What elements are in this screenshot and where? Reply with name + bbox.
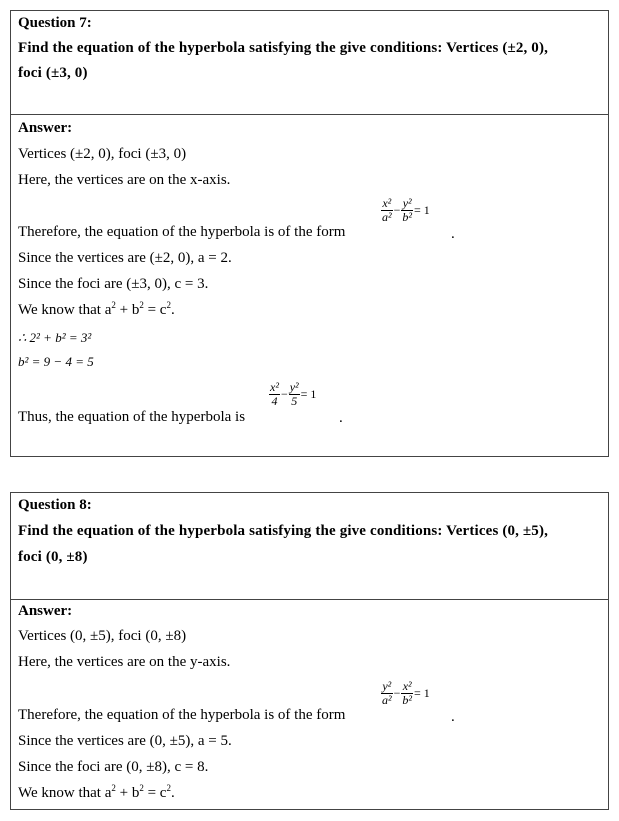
text-part: . [170,785,175,801]
answer-8-line2: Here, the vertices are on the y-axis. [18,654,231,670]
eq-numerator: y² [289,380,299,394]
text-part: . [170,302,175,318]
text-part: + b [115,785,140,801]
answer-7-line5: Since the foci are (±3, 0), c = 3. [18,276,209,292]
answer-7-line8: b² = 9 − 4 = 5 [18,354,94,369]
answer-7-period-1: . [451,226,455,242]
superscript: 2 [139,300,144,310]
eq-denominator: a² [382,210,392,224]
eq-numerator: x² [270,380,279,394]
eq-operator: − [280,387,288,401]
eq-operator: − [393,203,401,217]
answer-7-line2: Here, the vertices are on the x-axis. [18,172,231,188]
eq-rhs: = 1 [300,387,317,401]
eq-denominator: a² [382,693,392,707]
question-8-text-line1: Find the equation of the hyperbola satisfying the give conditions: Vertices (0, ±5), [18,523,549,539]
text-part: We know that a [18,785,112,801]
superscript: 2 [111,300,116,310]
eq-rhs: = 1 [414,203,430,217]
text-part: = c [143,302,167,318]
question-7-box [10,10,609,457]
answer-8-line1: Vertices (0, ±5), foci (0, ±8) [18,628,187,644]
question-8-cell [11,493,608,600]
answer-7-line1: Vertices (±2, 0), foci (±3, 0) [18,146,187,162]
answer-8-cell [11,600,608,809]
eq-rhs: = 1 [414,686,430,700]
eq-denominator: b² [402,210,412,224]
answer-7-line3: Therefore, the equation of the hyperbola is of the form [18,224,346,240]
text-part: + b [115,302,140,318]
superscript: 2 [111,783,116,793]
eq-denominator: b² [402,693,412,707]
eq-numerator: x² [382,196,392,210]
answer-8-heading: Answer: [18,603,73,619]
answer-7-heading: Answer: [18,120,73,136]
answer-8-line3: Therefore, the equation of the hyperbola is of the form [18,707,346,723]
superscript: 2 [139,783,144,793]
answer-7-line4: Since the vertices are (±2, 0), a = 2. [18,250,232,266]
eq-denominator: 5 [291,394,298,408]
question-7-heading: Question 7: [18,15,92,31]
answer-7-cell [11,115,608,456]
answer-8-period-1: . [451,709,455,725]
answer-8-line5: Since the foci are (0, ±8), c = 8. [18,759,209,775]
eq-numerator: x² [402,679,412,693]
answer-8-line4: Since the vertices are (0, ±5), a = 5. [18,733,232,749]
superscript: 2 [166,783,171,793]
answer-7-line7: ∴ 2² + b² = 3² [18,330,92,345]
answer-7-line6 [18,301,175,319]
superscript: 2 [166,300,171,310]
question-7-text-line1: Find the equation of the hyperbola satisfying the give conditions: Vertices (±2, 0), [18,40,549,56]
answer-7-form-equation [381,197,431,224]
question-8-heading: Question 8: [18,497,92,513]
question-7-text-line2: foci (±3, 0) [18,65,88,81]
eq-numerator: y² [382,679,392,693]
eq-denominator: 4 [271,394,278,408]
eq-operator: − [393,686,401,700]
answer-8-line6 [18,784,175,802]
eq-numerator: y² [402,196,412,210]
answer-7-period-2: . [339,410,343,426]
question-8-box [10,492,609,810]
question-8-text-line2: foci (0, ±8) [18,549,88,565]
text-part: We know that a [18,302,112,318]
answer-7-line9: Thus, the equation of the hyperbola is [18,409,246,425]
question-7-cell [11,11,608,115]
text-part: = c [143,785,167,801]
answer-7-final-equation [269,381,317,408]
answer-8-form-equation [381,680,431,707]
